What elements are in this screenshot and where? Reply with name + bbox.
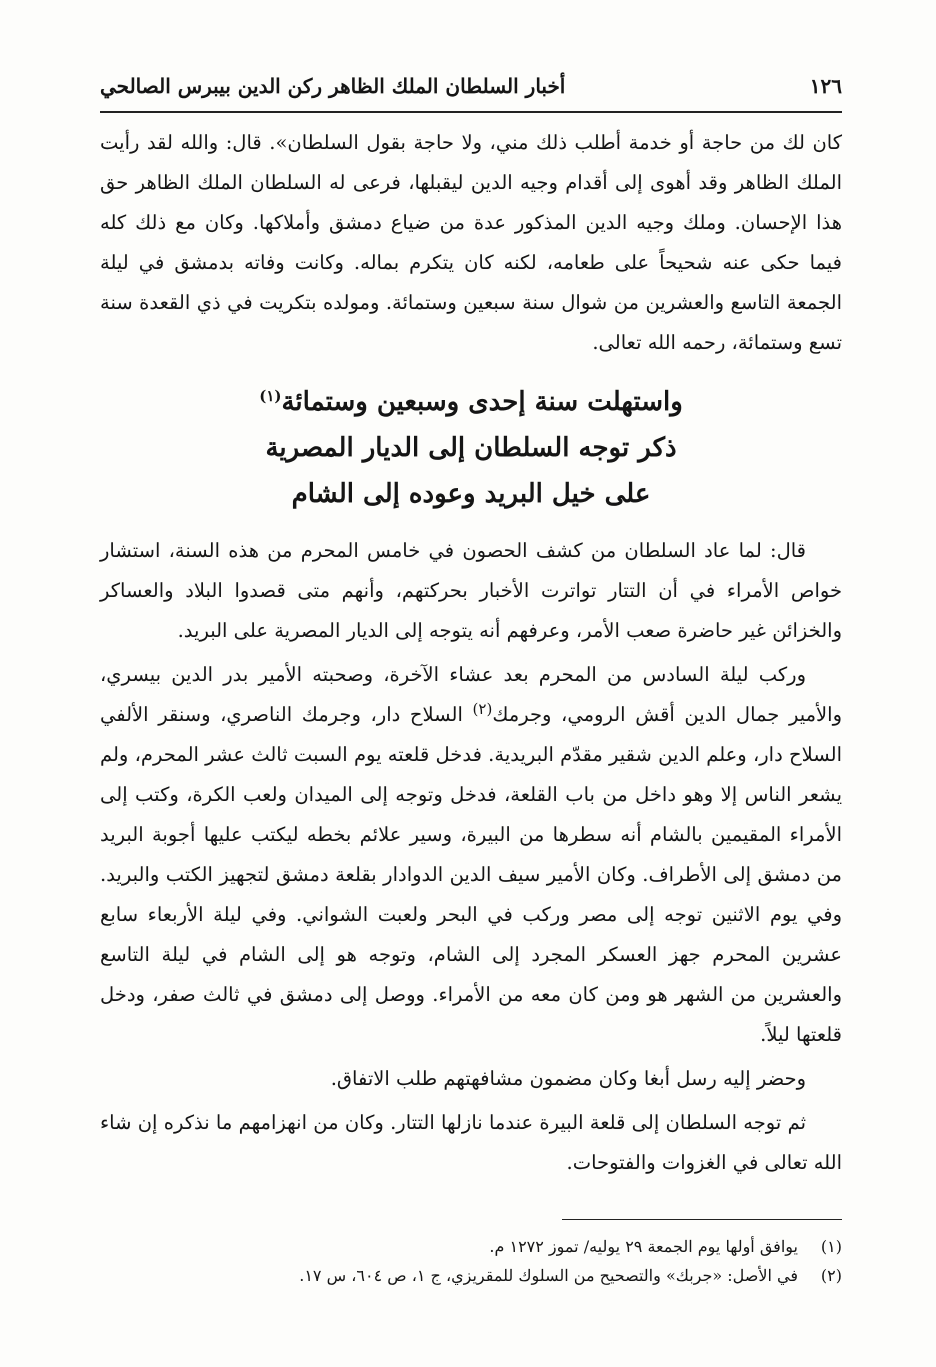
section-title-line-1: ذكر توجه السلطان إلى الديار المصرية: [265, 432, 677, 463]
book-page: [100, 66, 842, 1290]
body-paragraph-2: [100, 655, 842, 1055]
footnote-number: (٢): [820, 1266, 842, 1285]
year-heading: [100, 379, 842, 425]
running-header: [100, 66, 842, 111]
footnote-marker-1: (١): [259, 386, 282, 405]
intro-paragraph: كان لك من حاجة أو خدمة أطلب ذلك مني، ولا حاجة بقول السلطان». قال: والله لقد رأيت الملك الظاهر وقد أهوى إلى أقدام وجيه الدين ليقبلها، فرعى له السلطان الملك الظاهر حق هذا الإحسان. وملك وجيه الدين المذكور عدة من ضياع دمشق وأملاكها. وكان مع ذلك كله فيما حكى عنه شحيحاً على طعامه، لكنه كان يتكرم بماله. وكانت وفاته بدمشق في ليلة الجمعة التاسع والعشرين من شوال سنة سبعين وستمائة. ومولده بتكريت في ذي القعدة سنة تسع وستمائة، رحمه الله تعالى.: [100, 130, 842, 354]
section-title-line-2: على خيل البريد وعوده إلى الشام: [291, 478, 651, 509]
section-headings: [100, 379, 842, 517]
footnote-text: في الأصل: «جربك» والتصحيح من السلوك للمقريزي، ج ١، ص ٦٠٤، س ١٧.: [299, 1266, 798, 1285]
year-heading-text: واستهلت سنة إحدى وسبعين وستمائة: [281, 386, 683, 417]
footnote-rule: [562, 1219, 842, 1221]
footnote-marker-2: (٢): [472, 699, 493, 718]
running-title: أخبار السلطان الملك الظاهر ركن الدين بيبرس الصالحي: [100, 74, 566, 98]
paragraph-2-part-2: السلاح دار، وجرمك الناصري، وسنقر الألفي السلاح دار، وعلم الدين شقير مقدّم البريدية. فدخل قلعته يوم السبت ثالث عشر المحرم، ولم يشعر الناس إلا وهو داخل من باب القلعة، فدخل وتوجه إلى الميدان ولعب الكرة، وكتب إلى الأمراء المقيمين بالشام أنه سطرها من البيرة، وسير علائم بخطه ليكتب عليها أجوبة البريد من دمشق إلى الأطراف. وكان الأمير سيف الدين الدوادار بقلعة دمشق لتجهيز الكتب والبريد. وفي يوم الاثنين توجه إلى مصر وركب في البحر ولعبت الشواني. وفي ليلة الأربعاء سابع عشرين المحرم جهز العسكر المجرد إلى الشام، وتوجه هو إلى الشام في ليلة التاسع والعشرين من الشهر هو ومن كان معه من الأمراء. ووصل إلى دمشق في ثالث صفر، ودخل قلعتها ليلاً.: [100, 702, 842, 1046]
footnote-1: [100, 1232, 842, 1261]
footnote-text: يوافق أولها يوم الجمعة ٢٩ يوليه/ تموز ١٢٧٢ م.: [489, 1237, 798, 1256]
footnote-number: (١): [820, 1237, 842, 1256]
body-paragraph-3: وحضر إليه رسل أبغا وكان مضمون مشافهتهم طلب الاتفاق.: [330, 1066, 806, 1090]
body-paragraph-1: قال: لما عاد السلطان من كشف الحصون في خامس المحرم من هذه السنة، استشار خواص الأمراء في أن التتار تواترت الأخبار بحركتهم، وأنهم متى قصدوا البلاد والعساكر والخزائن غير حاضرة صعب الأمر، وعرفهم أنه يتوجه إلى الديار المصرية على البريد.: [100, 538, 842, 642]
header-rule: [100, 111, 842, 113]
paragraph-2-part-1: وركب ليلة السادس من المحرم بعد عشاء الآخرة، وصحبته الأمير بدر الدين بيسري، والأمير جمال الدين أقش الرومي، وجرمك: [100, 662, 843, 726]
footnote-2: [100, 1261, 842, 1290]
page-number: ١٢٦: [809, 74, 842, 98]
body-paragraph-4: ثم توجه السلطان إلى قلعة البيرة عندما نازلها التتار. وكان من انهزامهم ما نذكره إن شاء الله تعالى في الغزوات والفتوحات.: [100, 1110, 842, 1174]
